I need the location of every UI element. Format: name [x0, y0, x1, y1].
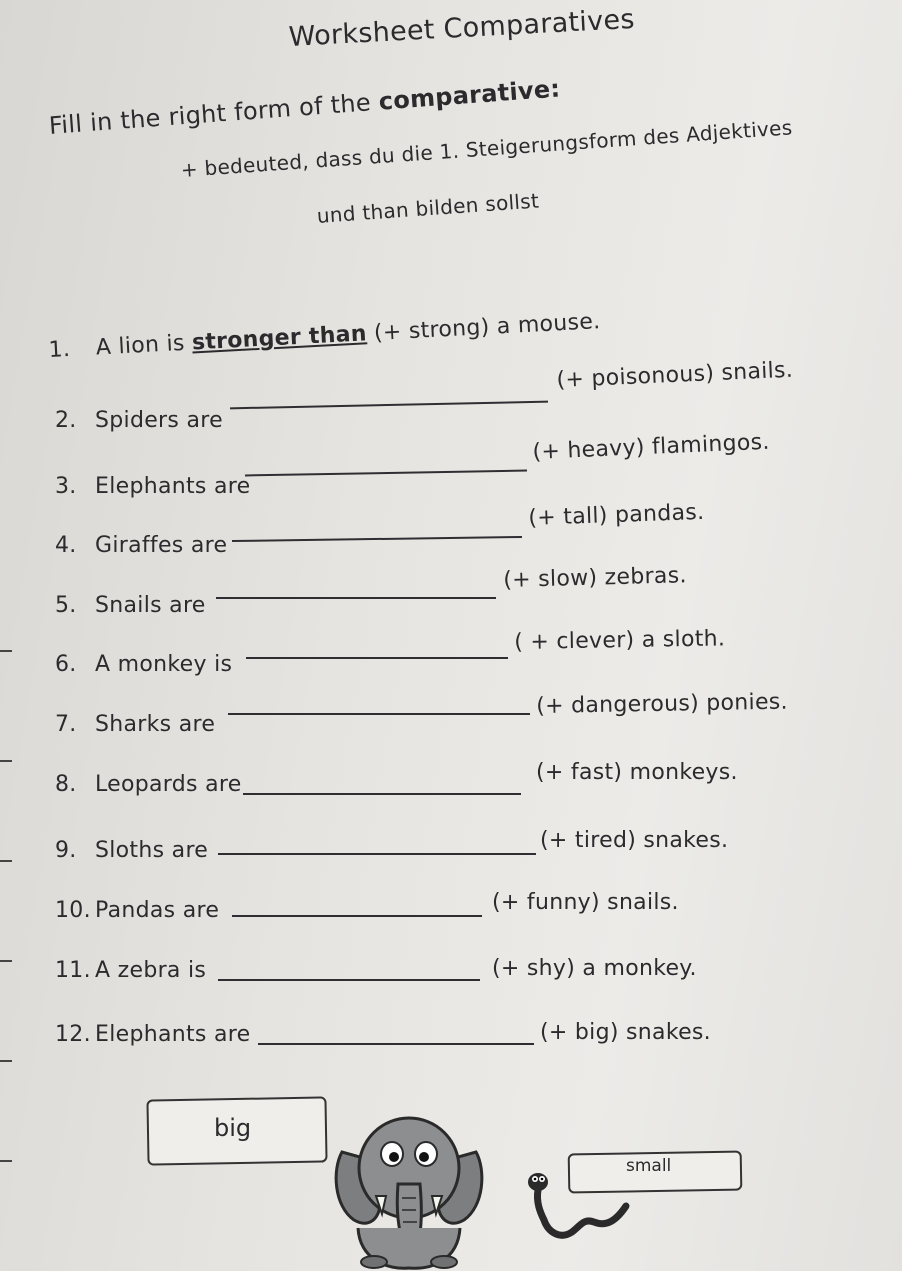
- item-number: 7.: [55, 712, 77, 737]
- list-item: [55, 593, 206, 618]
- item-number: 2.: [55, 408, 77, 433]
- note-line-1: + bedeuted, dass du die 1. Steigerungsform des Adjektives: [180, 115, 794, 182]
- item-prefix: Giraffes are: [95, 533, 228, 558]
- list-item: [55, 958, 206, 983]
- item-number: 9.: [55, 838, 77, 863]
- elephant-icon: [328, 1110, 490, 1270]
- item-hint: (+ shy) a monkey.: [492, 956, 697, 981]
- instruction-bold: comparative:: [377, 74, 562, 116]
- binder-mark: [0, 960, 12, 962]
- list-item: [55, 838, 208, 863]
- answer-blank[interactable]: [246, 657, 508, 659]
- answer-blank[interactable]: [216, 597, 496, 599]
- item-hint: (+ tired) snakes.: [540, 828, 729, 853]
- item-prefix: A zebra is: [95, 958, 207, 983]
- answer-blank[interactable]: [232, 536, 522, 542]
- list-item: [55, 474, 250, 499]
- item-prefix: A monkey is: [95, 652, 233, 677]
- item-number: 8.: [55, 772, 77, 797]
- list-item: [55, 533, 227, 558]
- item-number: 6.: [55, 652, 77, 677]
- answer-blank[interactable]: [258, 1043, 534, 1045]
- list-item: [55, 408, 223, 433]
- label-big: big: [214, 1114, 252, 1142]
- worksheet-title: Worksheet Comparatives: [288, 3, 636, 53]
- item-number: 5.: [55, 593, 77, 618]
- item-hint: (+ funny) snails.: [492, 890, 679, 915]
- item-number: 3.: [55, 474, 77, 499]
- list-item: [55, 772, 242, 797]
- item-hint: (+ heavy) flamingos.: [532, 429, 771, 465]
- item-prefix: Sharks are: [95, 712, 216, 737]
- answer-blank[interactable]: [232, 915, 482, 917]
- answer-blank[interactable]: [218, 853, 536, 855]
- list-item: [55, 1022, 250, 1047]
- item-prefix: Spiders are: [95, 408, 223, 433]
- binder-mark: [0, 650, 12, 652]
- item-prefix: Sloths are: [95, 838, 209, 863]
- item-prefix: A lion is: [95, 330, 186, 361]
- item-hint: ( + clever) a sloth.: [514, 626, 726, 655]
- list-item: [55, 712, 215, 737]
- item-hint: (+ slow) zebras.: [503, 563, 688, 593]
- item-prefix: Snails are: [95, 593, 206, 618]
- item-number: 1.: [48, 336, 71, 363]
- example-answer: stronger than: [191, 321, 368, 356]
- item-prefix: Elephants are: [95, 1022, 251, 1047]
- instruction-text: Fill in the right form of the: [48, 87, 380, 140]
- note-line-2: und than bilden sollst: [316, 188, 540, 228]
- answer-blank[interactable]: [228, 713, 530, 715]
- binder-mark: [0, 760, 12, 762]
- list-item: [55, 898, 219, 923]
- item-number: 10.: [55, 898, 91, 923]
- item-number: 4.: [55, 533, 77, 558]
- binder-mark: [0, 1160, 12, 1162]
- item-hint: (+ big) snakes.: [540, 1020, 711, 1045]
- example-item: [48, 309, 601, 363]
- snake-icon: [518, 1166, 638, 1256]
- item-hint: (+ dangerous) ponies.: [536, 689, 789, 719]
- answer-blank[interactable]: [230, 401, 548, 410]
- instruction: [48, 74, 561, 139]
- item-prefix: Leopards are: [95, 772, 242, 797]
- answer-blank[interactable]: [245, 470, 527, 477]
- item-number: 12.: [55, 1022, 91, 1047]
- item-number: 11.: [55, 958, 91, 983]
- item-hint: (+ poisonous) snails.: [556, 357, 794, 393]
- answer-blank[interactable]: [218, 979, 480, 981]
- label-small: small: [626, 1156, 672, 1176]
- binder-mark: [0, 860, 12, 862]
- item-hint: (+ fast) monkeys.: [536, 760, 738, 785]
- list-item: [55, 652, 232, 677]
- item-prefix: Elephants are: [95, 474, 251, 499]
- item-hint: (+ tall) pandas.: [528, 499, 705, 531]
- binder-mark: [0, 1060, 12, 1062]
- item-hint: (+ strong) a mouse.: [373, 309, 602, 346]
- answer-blank[interactable]: [243, 793, 521, 795]
- item-prefix: Pandas are: [95, 898, 220, 923]
